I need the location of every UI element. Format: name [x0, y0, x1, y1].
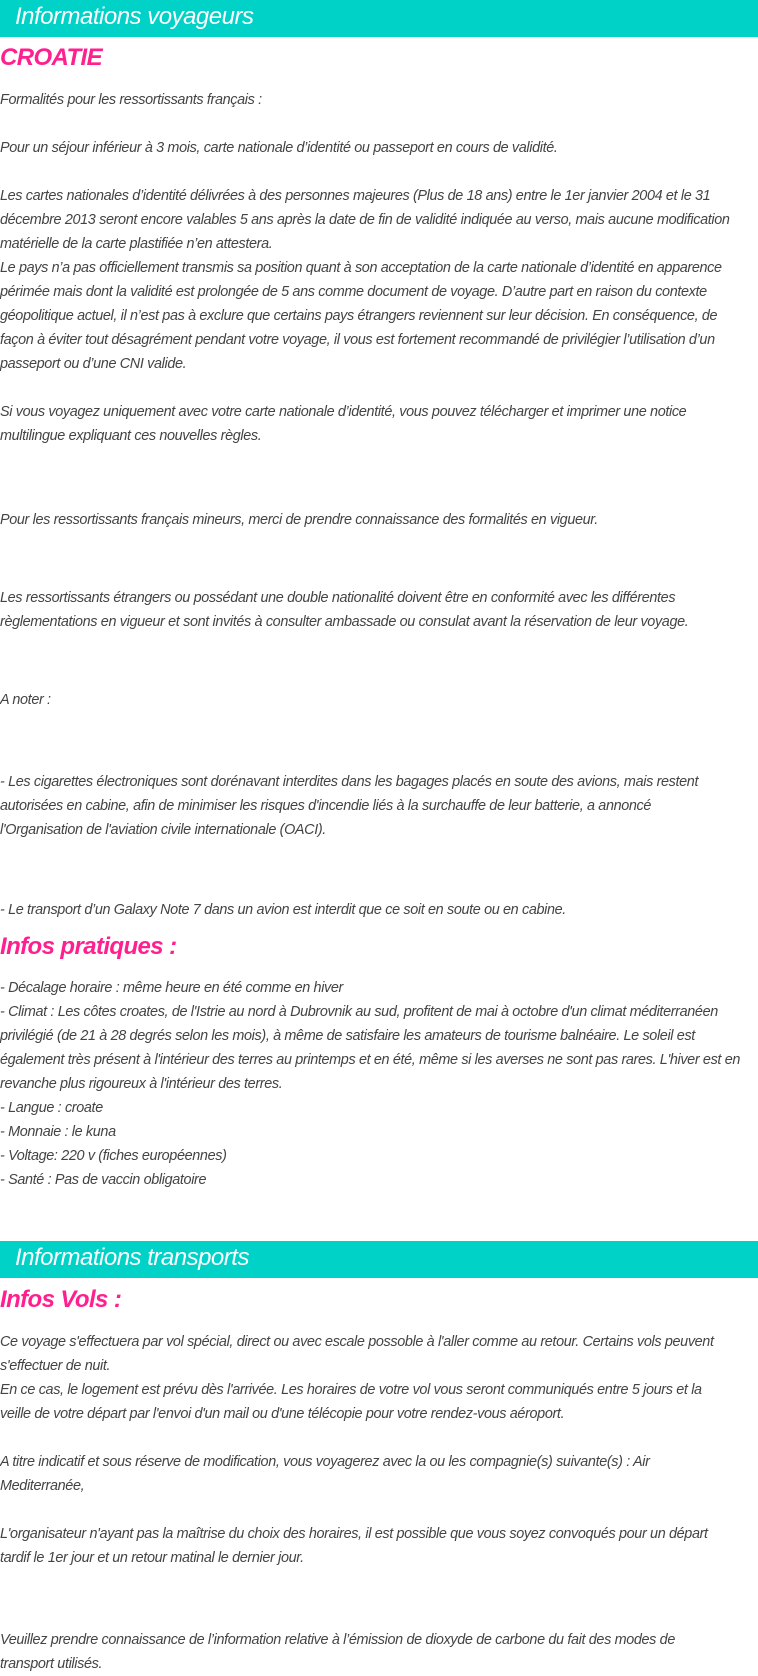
galaxy-text: - Le transport d’un Galaxy Note 7 dans un avion est interdit que ce soit en soute ou en cabine.	[0, 902, 566, 918]
mineurs-text: Pour les ressortissants français mineurs, merci de prendre connaissance des formalités en vigueur.	[0, 512, 598, 528]
infos-pratiques-list: - Décalage horaire : même heure en été comme en hiver - Climat : Les côtes croates, de l'Istrie au nord à Dubrovnik au sud, profitent de mai à octobre d'un climat méditerranéen privilégié (de 21 à 28 degrés selon les mois), à même de satisfaire les amateurs de tourisme balnéaire. Le soleil est également très présent à l'intérieur des terres au printemps et en été, même si les averses ne sont pas rares. L'hiver est en revanche plus rigoureux à l'intérieur des terres. - Langue : croate - Monnaie : le kuna - Voltage: 220 v (fiches européennes) - Santé : Pas de vaccin obligatoire	[0, 980, 741, 1188]
cigarettes-paragraph: - Les cigarettes électroniques sont dorénavant interdites dans les bagages placés en soute des avions, mais restent autorisées en cabine, afin de minimiser les risques d'incendie liés à la surchauffe de leur batterie, a annoncé l'Organisation de l'aviation civile internationale (OACI).	[0, 774, 699, 838]
cni-paragraph: Les cartes nationales d’identité délivrées à des personnes majeures (Plus de 18 ans) entre le 1er janvier 2004 et le 31 décembre 2013 seront encore valables 5 ans après la date de fin de validité indiquée au verso, mais aucune modification matérielle de la carte plastifiée n’en attestera. Le pays n’a pas officiellement transmis sa position quant à son acceptation de la carte nationale d’identité en apparence périmée mais dont la validité est prolongée de 5 ans comme document de voyage. D’autre part en raison du contexte géopolitique actuel, il n’est pas à exclure que certains pays étrangers reviennent sur leur décision. En conséquence, de façon à éviter tout désagrément pendant votre voyage, il vous est fortement recommandé de privilégier l’utilisation d’un passeport ou d’une CNI valide.	[0, 188, 730, 372]
infos-vols-title: Infos Vols :	[0, 1286, 122, 1313]
infos-pratiques-title: Infos pratiques :	[0, 933, 177, 960]
formalites-intro: Formalités pour les ressortissants français :	[0, 92, 262, 108]
section-header-informations-voyageurs	[0, 0, 758, 37]
vols-paragraph: Ce voyage s'effectuera par vol spécial, direct ou avec escale possoble à l'aller comme au retour. Certains vols peuvent s'effectuer de nuit. En ce cas, le logement est prévu dès l'arrivée. Les horaires de votre vol vous seront communiqués entre 5 jours et la veille de votre départ par l'envoi d'un mail ou d'une télécopie pour votre rendez-vous aéroport.	[0, 1334, 714, 1422]
country-title: CROATIE	[0, 44, 103, 71]
section-header-informations-transports	[0, 1241, 758, 1278]
co2-paragraph: Veuillez prendre connaissance de l’information relative à l’émission de dioxyde de carbone du fait des modes de transport utilisés.	[0, 1632, 675, 1672]
a-noter-label: A noter :	[0, 692, 51, 708]
section-title: Informations transports	[15, 1244, 249, 1271]
notice-paragraph: Si vous voyagez uniquement avec votre carte nationale d’identité, vous pouvez télécharger et imprimer une notice multilingue expliquant ces nouvelles règles.	[0, 404, 687, 444]
compagnie-paragraph: A titre indicatif et sous réserve de modification, vous voyagerez avec la ou les compagnie(s) suivante(s) : Air Mediterranée,	[0, 1454, 650, 1494]
organisateur-paragraph: L'organisateur n'ayant pas la maîtrise du choix des horaires, il est possible que vous soyez convoqués pour un départ tardif le 1er jour et un retour matinal le dernier jour.	[0, 1526, 708, 1566]
sejour-text: Pour un séjour inférieur à 3 mois, carte nationale d’identité ou passeport en cours de validité.	[0, 140, 558, 156]
section-title: Informations voyageurs	[15, 3, 254, 30]
etrangers-paragraph: Les ressortissants étrangers ou possédant une double nationalité doivent être en conformité avec les différentes règlementations en vigueur et sont invités à consulter ambassade ou consulat avant la réservation de leur voyage.	[0, 590, 689, 630]
